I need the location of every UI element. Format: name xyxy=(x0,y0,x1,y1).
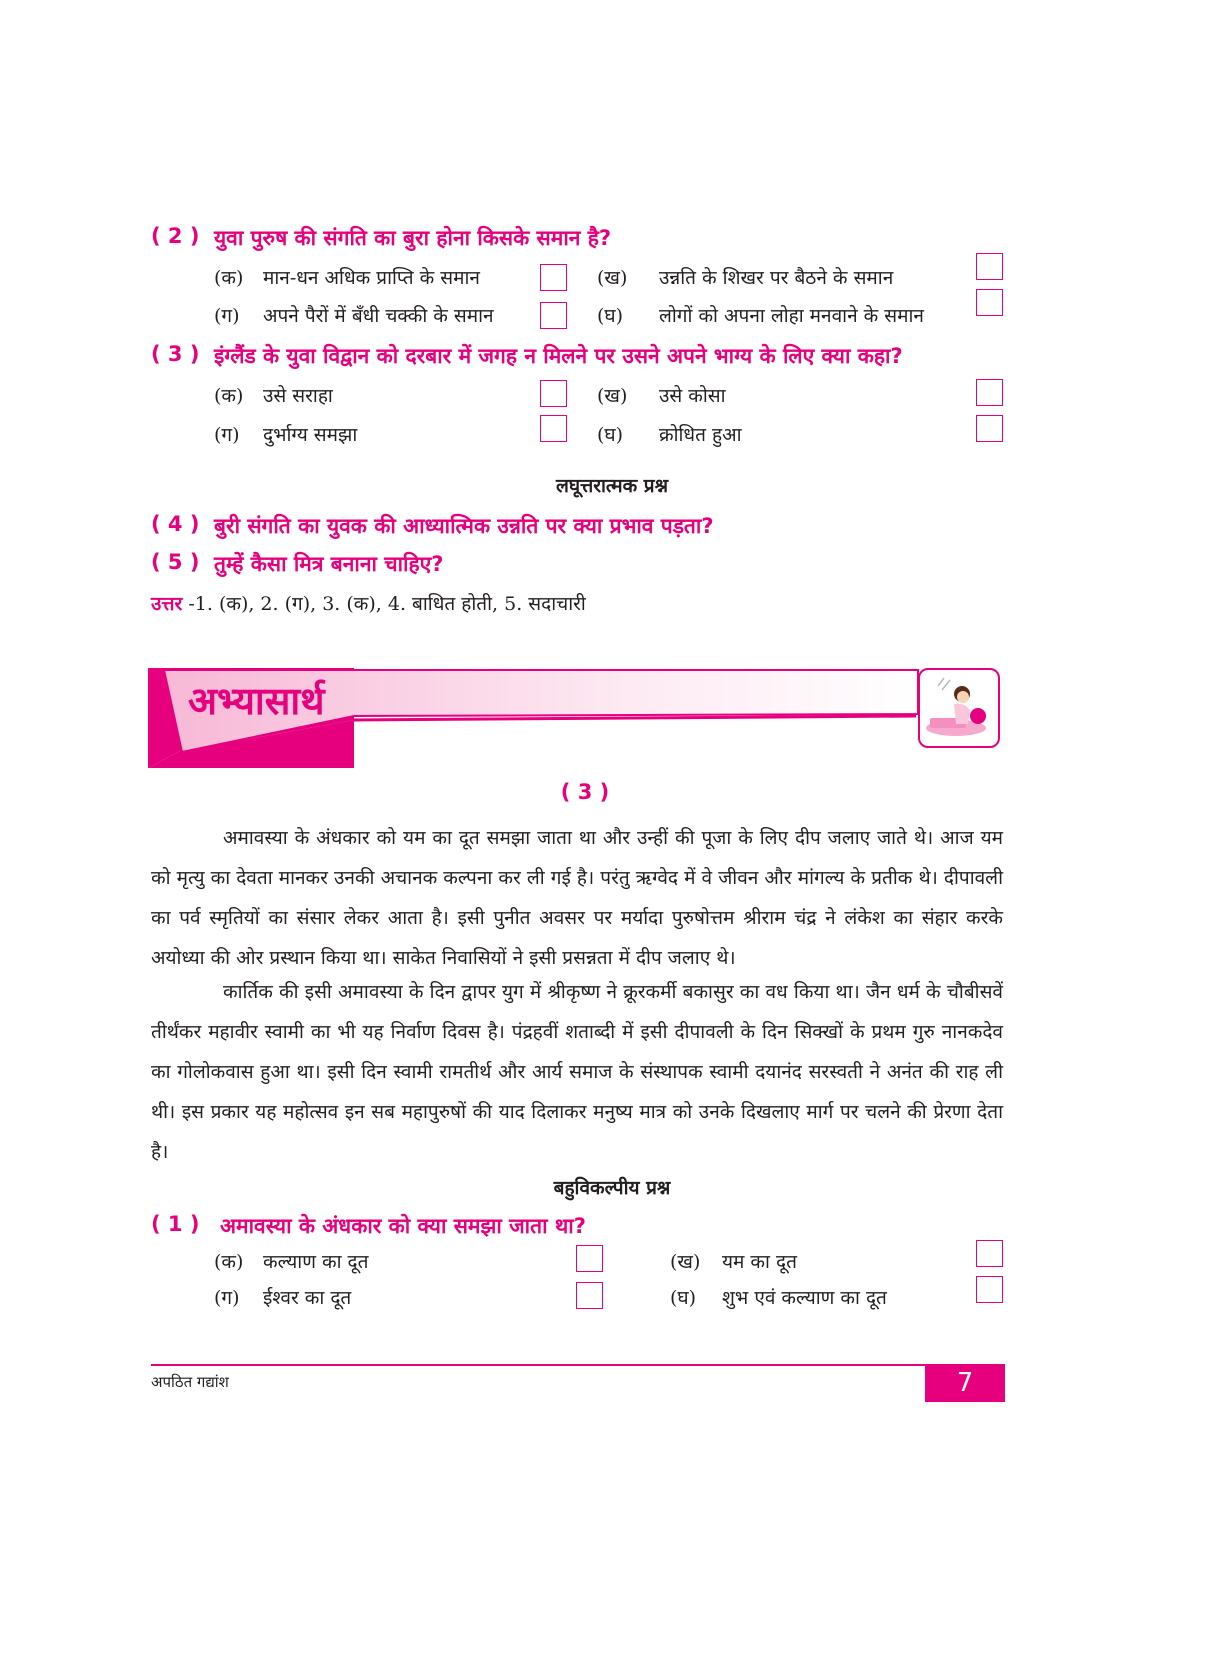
option-label: (घ) xyxy=(670,1287,697,1309)
passage-number: ( 3 ) xyxy=(560,780,610,804)
option-text: उसे सराहा xyxy=(263,385,333,407)
option-text: लोगों को अपना लोहा मनवाने के समान xyxy=(659,305,924,327)
question-number: ( 4 ) xyxy=(151,512,200,536)
option-label: (ख) xyxy=(670,1251,701,1273)
answer-checkbox[interactable] xyxy=(976,253,1003,280)
option-text: ईश्वर का दूत xyxy=(263,1287,352,1309)
question-number: ( 1 ) xyxy=(151,1212,200,1236)
question-text: बुरी संगति का युवक की आध्यात्मिक उन्नति पर क्या प्रभाव पड़ता? xyxy=(214,514,714,538)
option-text: यम का दूत xyxy=(722,1251,797,1273)
answer-checkbox[interactable] xyxy=(976,1240,1003,1267)
page-number: 7 xyxy=(925,1364,1005,1402)
option-text: अपने पैरों में बँधी चक्की के समान xyxy=(263,305,494,327)
footer-section-title: अपठित गद्यांश xyxy=(151,1373,229,1391)
answer-checkbox[interactable] xyxy=(540,415,567,442)
answer-checkbox[interactable] xyxy=(576,1245,603,1272)
paragraph-text: अमावस्या के अंधकार को यम का दूत समझा जाता था और उन्हीं की पूजा के लिए दीप जलाए जाते थे। आज यम को मृत्यु का देवता मानकर उनकी अचानक कल्पना कर ली गई है। परंतु ऋग्वेद में वे जीवन और मांगल्य के प्रतीक थे। दीपावली का पर्व स्मृतियों का संसार लेकर आता है। इसी पुनीत अवसर पर मर्यादा पुरुषोत्तम श्रीराम चंद्र ने लंकेश का संहार करके अयोध्या की ओर प्रस्थान किया था। साकेत निवासियों ने इसी प्रसन्नता में दीप जलाए थे। xyxy=(151,827,1003,969)
answer-label: उत्तर xyxy=(151,593,183,615)
option-label: (क) xyxy=(214,267,244,289)
option-label: (ख) xyxy=(597,267,628,289)
option-label: (ग) xyxy=(214,1287,240,1309)
question-number: ( 5 ) xyxy=(151,550,200,574)
question-text: अमावस्या के अंधकार को क्या समझा जाता था? xyxy=(220,1214,586,1238)
option-text: उन्नति के शिखर पर बैठने के समान xyxy=(659,267,894,289)
answer-checkbox[interactable] xyxy=(976,379,1003,406)
illustration-frame xyxy=(918,668,1000,748)
answer-checkbox[interactable] xyxy=(976,415,1003,442)
answer-checkbox[interactable] xyxy=(576,1282,603,1309)
answer-checkbox[interactable] xyxy=(540,302,567,329)
mcq-heading: बहुविकल्पीय प्रश्न xyxy=(553,1177,671,1199)
option-label: (ग) xyxy=(214,424,240,446)
option-label: (ख) xyxy=(597,385,628,407)
option-label: (ग) xyxy=(214,305,240,327)
passage-paragraph xyxy=(151,972,1003,1172)
question-number: ( 2 ) xyxy=(151,224,200,248)
question-text: तुम्हें कैसा मित्र बनाना चाहिए? xyxy=(214,552,444,576)
passage-paragraph xyxy=(151,818,1003,978)
short-answer-heading: लघूत्तरात्मक प्रश्न xyxy=(555,475,669,497)
answer-checkbox[interactable] xyxy=(976,1276,1003,1303)
answer-checkbox[interactable] xyxy=(540,380,567,407)
option-text: मान-धन अधिक प्राप्ति के समान xyxy=(263,267,480,289)
answer-key xyxy=(151,590,586,616)
option-text: शुभ एवं कल्याण का दूत xyxy=(722,1287,887,1309)
option-label: (घ) xyxy=(597,305,624,327)
paragraph-text: कार्तिक की इसी अमावस्या के दिन द्वापर युग में श्रीकृष्ण ने क्रूरकर्मी बकासुर का वध किया था। जैन धर्म के चौबीसवें तीर्थंकर महावीर स्वामी का भी यह निर्वाण दिवस है। पंद्रहवीं शताब्दी में इसी दीपावली के दिन सिक्खों के प्रथम गुरु नानकदेव का गोलोकवास हुआ था। इसी दिन स्वामी रामतीर्थ और आर्य समाज के संस्थापक स्वामी दयानंद सरस्वती ने अनंत की राह ली थी। इस प्रकार यह महोत्सव इन सब महापुरुषों की याद दिलाकर मनुष्य मात्र को उनके दिखलाए मार्ग पर चलने की प्रेरणा देता है। xyxy=(151,981,1003,1163)
answer-text: -1. (क), 2. (ग), 3. (क), 4. बाधित होती, 5. सदाचारी xyxy=(182,593,586,615)
question-text: युवा पुरुष की संगति का बुरा होना किसके समान है? xyxy=(214,226,612,250)
section-banner xyxy=(148,668,1008,770)
option-text: उसे कोसा xyxy=(659,385,726,407)
option-text: कल्याण का दूत xyxy=(263,1251,369,1273)
question-number: ( 3 ) xyxy=(151,342,200,366)
option-label: (घ) xyxy=(597,424,624,446)
option-label: (क) xyxy=(214,1251,244,1273)
banner-title: अभ्यासार्थ xyxy=(188,679,325,723)
answer-checkbox[interactable] xyxy=(976,289,1003,316)
option-text: दुर्भाग्य समझा xyxy=(263,424,358,446)
student-reading-icon xyxy=(920,670,998,746)
answer-checkbox[interactable] xyxy=(540,264,567,291)
question-text: इंग्लैंड के युवा विद्वान को दरबार में जगह न मिलने पर उसने अपने भाग्य के लिए क्या कहा? xyxy=(214,344,903,368)
option-text: क्रोधित हुआ xyxy=(659,424,742,446)
footer-divider xyxy=(151,1364,1005,1366)
option-label: (क) xyxy=(214,385,244,407)
